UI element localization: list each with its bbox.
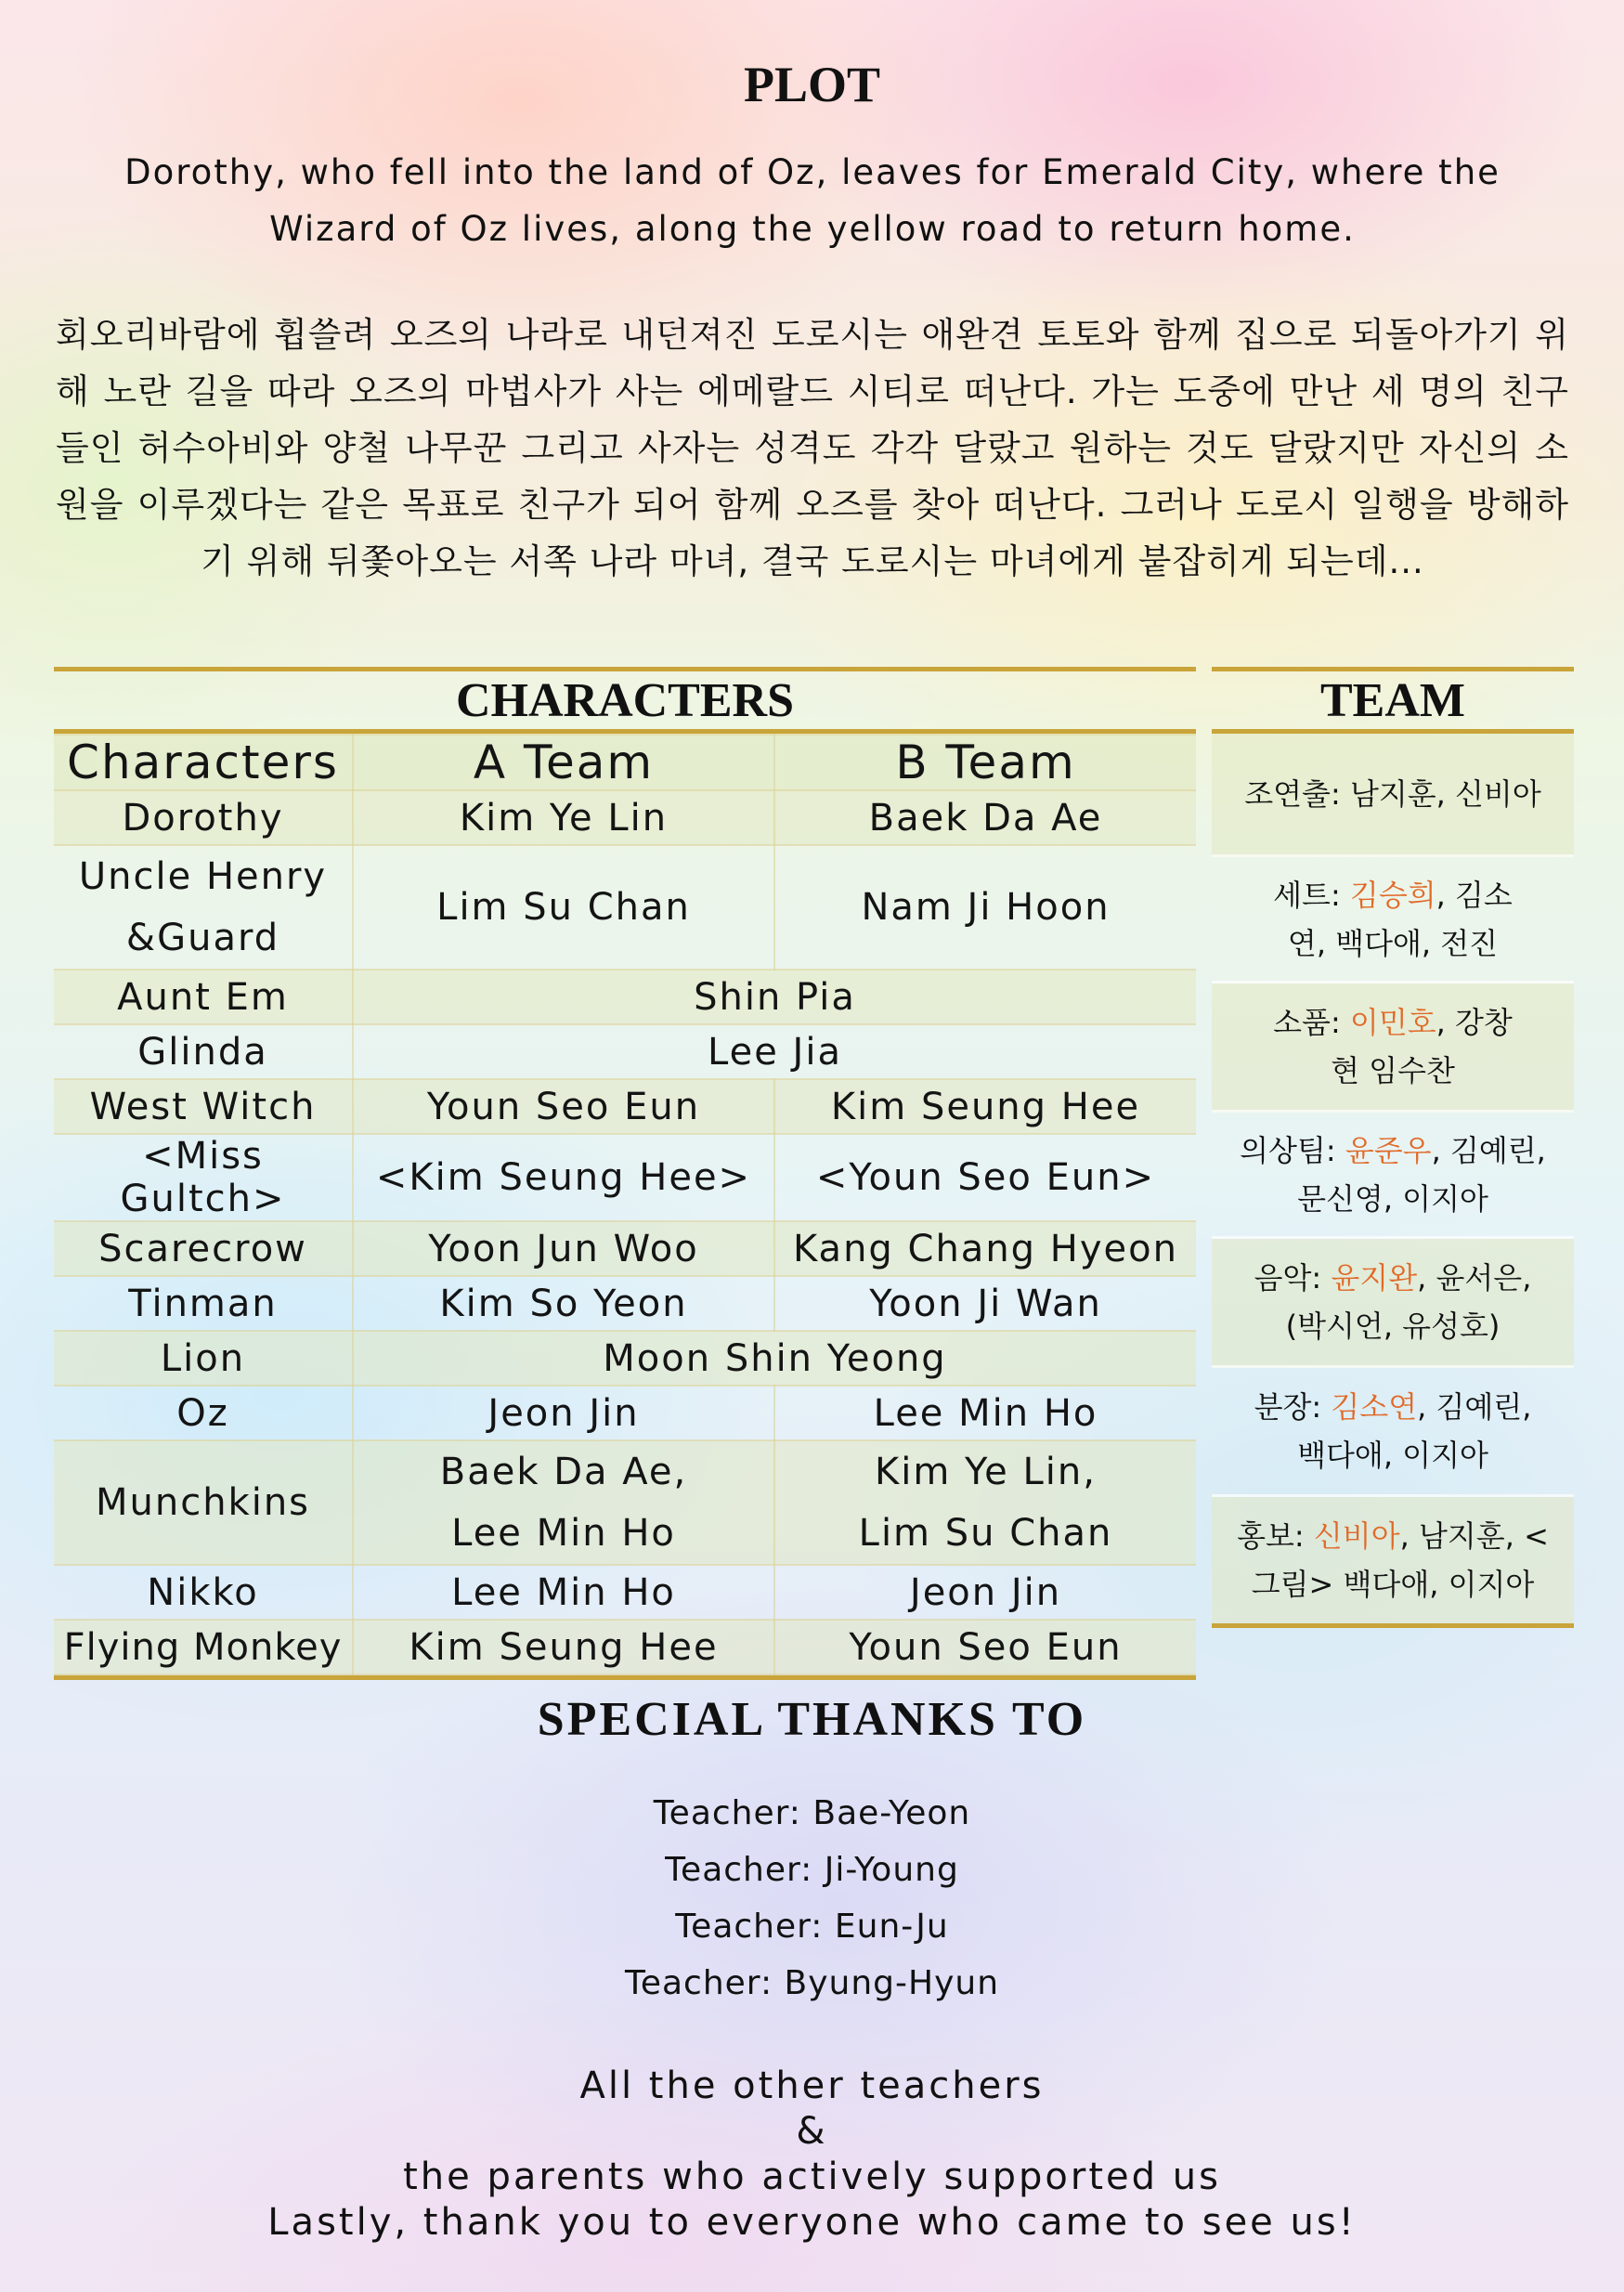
- team-entry: [1212, 1239, 1574, 1368]
- table-row: [54, 1079, 1196, 1134]
- column-header: B Team: [774, 735, 1196, 790]
- closing-message: [0, 2064, 1624, 2246]
- role-cell: Aunt Em: [54, 970, 353, 1024]
- shared-cast-cell: Moon Shin Yeong: [353, 1331, 1196, 1386]
- team-title: TEAM: [1212, 671, 1574, 734]
- a-team-cell: Lim Su Chan: [353, 845, 774, 970]
- team-panel: [1212, 667, 1574, 1628]
- teacher-item: Teacher: Eun-Ju: [675, 1908, 949, 1946]
- role-cell: Scarecrow: [54, 1221, 353, 1276]
- shared-cast-cell: Shin Pia: [353, 970, 1196, 1024]
- team-lead: 김승희: [1349, 877, 1436, 913]
- a-team-cell: Baek Da Ae, Lee Min Ho: [353, 1440, 774, 1565]
- role-cell: Munchkins: [54, 1440, 353, 1565]
- role-cell: Oz: [54, 1386, 353, 1440]
- column-header: Characters: [54, 735, 353, 790]
- plot-english-summary: Dorothy, who fell into the land of Oz, leaves for Emerald City, where the Wizard of Oz lives, along the yellow road to return home.: [124, 152, 1501, 249]
- table-row: [54, 1221, 1196, 1276]
- plot-korean-summary: 회오리바람에 휩쓸려 오즈의 나라로 내던져진 도로시는 애완견 토토와 함께 집으로 되돌아가기 위해 노란 길을 따라 오즈의 마법사가 사는 에메랄드 시티로 떠난다. 가는 도중에 만난 세 명의 친구들인 허수아비와 양철 나무꾼 그리고 사자는 성격도 각각 달랐고 원하는 것도 달랐지만 자신의 소원을 이루겠다는 같은 목표로 친구가 되어 함께 오즈를 찾아 떠난다. 그러나 도로시 일행을 방해하기 위해 뒤쫓아오는 서쪽 나라 마녀, 결국 도로시는 마녀에게 붙잡히게 되는데...: [56, 315, 1569, 581]
- team-members: 남지훈, 신비아: [1349, 776, 1541, 812]
- teacher-item: Teacher: Byung-Hyun: [624, 1964, 1000, 2002]
- closing-line: &: [796, 2110, 828, 2153]
- a-team-cell: Youn Seo Eun: [353, 1079, 774, 1134]
- team-lead: 윤준우: [1345, 1132, 1432, 1168]
- role-cell: Uncle Henry &Guard: [54, 845, 353, 970]
- role-cell: Flying Monkey: [54, 1620, 353, 1674]
- role-cell: Dorothy: [54, 790, 353, 845]
- b-team-cell: Baek Da Ae: [774, 790, 1196, 845]
- team-role: 의상팀:: [1240, 1132, 1345, 1168]
- table-row: [54, 1440, 1196, 1565]
- b-team-cell: Lee Min Ho: [774, 1386, 1196, 1440]
- team-entry: [1212, 1497, 1574, 1623]
- b-team-cell: Kim Ye Lin, Lim Su Chan: [774, 1440, 1196, 1565]
- team-role: 조연출:: [1244, 776, 1350, 812]
- table-row: [54, 1134, 1196, 1221]
- b-team-cell: Yoon Ji Wan: [774, 1276, 1196, 1331]
- role-cell: Lion: [54, 1331, 353, 1386]
- table-row: [54, 1565, 1196, 1620]
- team-members: , 남지훈, <그림> 백다애, 이지아: [1251, 1518, 1549, 1602]
- b-team-cell: Kim Seung Hee: [774, 1079, 1196, 1134]
- team-entry: [1212, 983, 1574, 1113]
- table-row: [54, 970, 1196, 1024]
- table-row: [54, 1620, 1196, 1674]
- closing-line: All the other teachers: [579, 2064, 1045, 2107]
- role-cell: <Miss Gultch>: [54, 1134, 353, 1221]
- a-team-cell: <Kim Seung Hee>: [353, 1134, 774, 1221]
- team-entry: [1212, 734, 1574, 857]
- team-members: , 김소연, 백다애, 전진: [1287, 877, 1513, 961]
- team-lead: 김소연: [1331, 1389, 1418, 1425]
- team-role: 소품:: [1273, 1005, 1350, 1040]
- team-members: , 강창현 임수찬: [1331, 1005, 1513, 1088]
- closing-line: the parents who actively supported us: [403, 2155, 1221, 2198]
- role-cell: Nikko: [54, 1565, 353, 1620]
- table-row: [54, 1331, 1196, 1386]
- a-team-cell: Kim Ye Lin: [353, 790, 774, 845]
- team-role: 홍보:: [1237, 1518, 1314, 1554]
- a-team-cell: Kim Seung Hee: [353, 1620, 774, 1674]
- a-team-cell: Yoon Jun Woo: [353, 1221, 774, 1276]
- team-members: , 김예린, 문신영, 이지아: [1297, 1132, 1546, 1217]
- shared-cast-cell: Lee Jia: [353, 1024, 1196, 1079]
- b-team-cell: Kang Chang Hyeon: [774, 1221, 1196, 1276]
- team-role: 분장:: [1254, 1389, 1332, 1425]
- table-header-row: [54, 735, 1196, 790]
- team-role: 세트:: [1273, 877, 1350, 913]
- team-role: 음악:: [1254, 1260, 1332, 1296]
- a-team-cell: Lee Min Ho: [353, 1565, 774, 1620]
- b-team-cell: <Youn Seo Eun>: [774, 1134, 1196, 1221]
- team-members: , 김예린, 백다애, 이지아: [1297, 1389, 1532, 1473]
- role-cell: West Witch: [54, 1079, 353, 1134]
- table-row: [54, 1024, 1196, 1079]
- b-team-cell: Nam Ji Hoon: [774, 845, 1196, 970]
- b-team-cell: Youn Seo Eun: [774, 1620, 1196, 1674]
- b-team-cell: Jeon Jin: [774, 1565, 1196, 1620]
- table-row: [54, 1386, 1196, 1440]
- team-lead: 이민호: [1349, 1005, 1436, 1040]
- closing-line: Lastly, thank you to everyone who came to see us!: [267, 2201, 1357, 2244]
- table-row: [54, 845, 1196, 970]
- cast-table: [54, 734, 1196, 1675]
- role-cell: Tinman: [54, 1276, 353, 1331]
- role-cell: Glinda: [54, 1024, 353, 1079]
- team-entry: [1212, 1368, 1574, 1497]
- team-members: , 윤서은, (박시언, 유성호): [1285, 1260, 1532, 1344]
- characters-title: CHARACTERS: [54, 671, 1196, 734]
- special-thanks-title: SPECIAL THANKS TO: [537, 1693, 1087, 1746]
- column-header: A Team: [353, 735, 774, 790]
- team-lead: 신비아: [1313, 1518, 1400, 1554]
- plot-title: PLOT: [743, 57, 881, 112]
- teacher-item: Teacher: Ji-Young: [665, 1851, 959, 1889]
- teacher-list: [0, 1785, 1624, 2012]
- a-team-cell: Jeon Jin: [353, 1386, 774, 1440]
- a-team-cell: Kim So Yeon: [353, 1276, 774, 1331]
- team-lead: 윤지완: [1331, 1260, 1418, 1296]
- teacher-item: Teacher: Bae-Yeon: [653, 1794, 971, 1832]
- table-row: [54, 1276, 1196, 1331]
- team-entry: [1212, 1113, 1574, 1239]
- characters-table: [54, 667, 1196, 1680]
- team-entry: [1212, 857, 1574, 983]
- table-row: [54, 790, 1196, 845]
